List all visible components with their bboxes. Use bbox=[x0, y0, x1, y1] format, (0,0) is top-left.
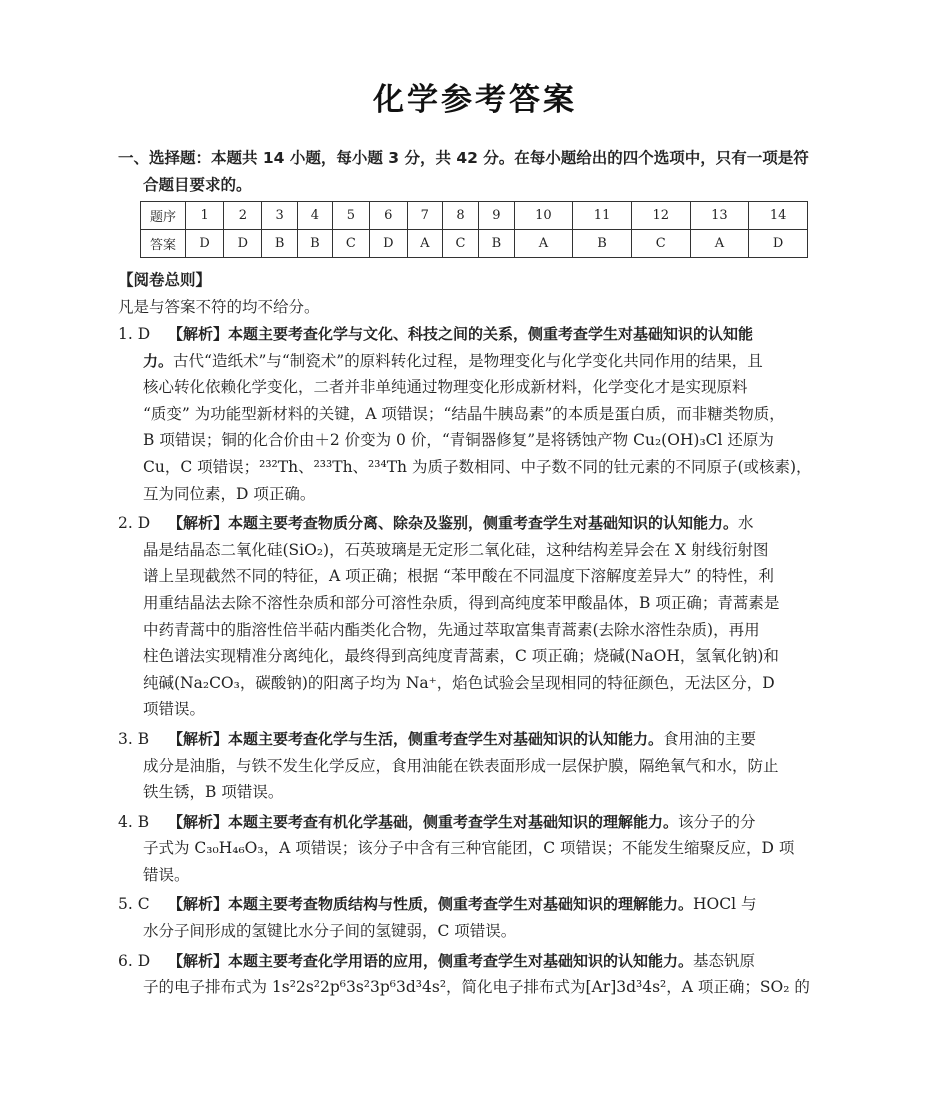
analysis-text: 谱上呈现截然不同的特征，A 项正确；根据 “苯甲酸在不同温度下溶解度差异大” 的特性，利 bbox=[143, 567, 774, 586]
item-number: 5. C bbox=[118, 895, 150, 914]
analysis-heading: 【解析】本题主要考查物质结构与性质，侧重考查学生对基础知识的理解能力。 bbox=[168, 895, 694, 914]
question-number-cell: 13 bbox=[690, 202, 749, 230]
answer-cell: C bbox=[442, 230, 479, 258]
analysis-text: 互为同位素，D 项正确。 bbox=[143, 484, 316, 503]
text-line bbox=[118, 891, 833, 918]
analysis-heading: 【解析】本题主要考查化学用语的应用，侧重考查学生对基础知识的认知能力。 bbox=[168, 951, 694, 970]
question-number-cell: 12 bbox=[631, 202, 690, 230]
answer-table bbox=[140, 201, 808, 258]
answer-cell: C bbox=[631, 230, 690, 258]
question-number-cell: 6 bbox=[369, 202, 407, 230]
question-number-cell: 3 bbox=[262, 202, 297, 230]
answer-item bbox=[118, 948, 833, 1001]
analysis-text: “质变” 为功能型新材料的关键，A 项错误；“结晶牛胰岛素”的本质是蛋白质，而非糖类物质， bbox=[143, 404, 785, 423]
text-line bbox=[118, 948, 833, 975]
answer-cell: D bbox=[224, 230, 262, 258]
answer-cell: D bbox=[186, 230, 224, 258]
analysis-text: 该分子的分 bbox=[678, 812, 756, 831]
answer-cell: D bbox=[749, 230, 808, 258]
answer-item bbox=[118, 809, 833, 889]
answer-cell: A bbox=[407, 230, 442, 258]
text-line bbox=[118, 427, 833, 454]
item-number: 6. D bbox=[118, 951, 151, 970]
text-line bbox=[118, 862, 833, 889]
analysis-heading: 【解析】本题主要考查物质分离、除杂及鉴别，侧重考查学生对基础知识的认知能力。 bbox=[168, 514, 739, 533]
text-line bbox=[118, 321, 833, 348]
answer-cell: B bbox=[479, 230, 514, 258]
question-number-cell: 8 bbox=[442, 202, 479, 230]
analysis-text: 水分子间形成的氢键比水分子间的氢键弱，C 项错误。 bbox=[143, 922, 517, 941]
text-line bbox=[118, 537, 833, 564]
section-heading bbox=[118, 145, 838, 199]
item-number: 4. B bbox=[118, 812, 150, 831]
analysis-heading: 【解析】本题主要考查化学与文化、科技之间的关系，侧重考查学生对基础知识的认知能 bbox=[168, 325, 754, 343]
answer-cell: B bbox=[297, 230, 332, 258]
analysis-text: 子式为 C₃₀H₄₆O₃，A 项错误；该分子中含有三种官能团，C 项错误；不能发生缩聚反应，D 项 bbox=[143, 839, 795, 858]
question-number-cell: 1 bbox=[186, 202, 224, 230]
text-line bbox=[118, 348, 833, 375]
text-line bbox=[118, 974, 833, 1001]
question-number-cell: 2 bbox=[224, 202, 262, 230]
text-line bbox=[118, 401, 833, 428]
section-heading-line1: 一、选择题：本题共 14 小题，每小题 3 分，共 42 分。在每小题给出的四个选项中，只有一项是符 bbox=[118, 149, 809, 167]
text-line bbox=[118, 374, 833, 401]
analysis-text: 纯碱(Na₂CO₃，碳酸钠)的阳离子均为 Na⁺，焰色试验会呈现相同的特征颜色，无法区分，D bbox=[143, 673, 775, 692]
analysis-text: 铁生锈，B 项错误。 bbox=[143, 783, 284, 802]
answer-explanations bbox=[118, 321, 833, 1004]
item-number: 3. B bbox=[118, 729, 150, 748]
table-row-numbers bbox=[141, 202, 808, 230]
rules-heading: 【阅卷总则】 bbox=[118, 271, 212, 289]
table-row-answers bbox=[141, 230, 808, 258]
analysis-text: 核心转化依赖化学变化，二者并非单纯通过物理变化形成新材料，化学变化才是实现原料 bbox=[143, 378, 748, 397]
question-number-cell: 11 bbox=[573, 202, 632, 230]
text-line bbox=[118, 454, 833, 481]
analysis-text: 中药青蒿中的脂溶性倍半萜内酯类化合物，先通过萃取富集青蒿素(去除水溶性杂质)，再用 bbox=[143, 620, 760, 639]
analysis-text: 晶是结晶态二氧化硅(SiO₂)，石英玻璃是无定形二氧化硅，这种结构差异会在 X 射线衍射图 bbox=[143, 540, 769, 559]
analysis-text: 基态钒原 bbox=[693, 951, 756, 970]
text-line bbox=[118, 563, 833, 590]
text-line bbox=[118, 617, 833, 644]
analysis-text: 古代“造纸术”与“制瓷术”的原料转化过程，是物理变化与化学变化共同作用的结果，且 bbox=[173, 351, 763, 370]
analysis-text: 食用油的主要 bbox=[663, 729, 757, 748]
analysis-text: 水 bbox=[738, 514, 754, 533]
answer-cell: B bbox=[573, 230, 632, 258]
question-number-cell: 4 bbox=[297, 202, 332, 230]
answer-item bbox=[118, 321, 833, 507]
analysis-text: 错误。 bbox=[143, 865, 190, 884]
text-line bbox=[118, 809, 833, 836]
answer-cell: D bbox=[369, 230, 407, 258]
question-number-cell: 14 bbox=[749, 202, 808, 230]
text-line bbox=[118, 779, 833, 806]
answer-item bbox=[118, 891, 833, 944]
text-line bbox=[118, 835, 833, 862]
answer-cell: A bbox=[514, 230, 573, 258]
text-line bbox=[118, 753, 833, 780]
analysis-text: Cu，C 项错误；²³²Th、²³³Th、²³⁴Th 为质子数相同、中子数不同的钍元素的不同原子(或核素)， bbox=[143, 457, 812, 476]
item-number: 2. D bbox=[118, 514, 151, 533]
rules-text: 凡是与答案不符的均不给分。 bbox=[118, 298, 320, 316]
question-number-cell: 9 bbox=[479, 202, 514, 230]
page-title: 化学参考答案 bbox=[373, 82, 577, 118]
row-header: 答案 bbox=[141, 230, 186, 258]
item-number: 1. D bbox=[118, 325, 151, 343]
question-number-cell: 7 bbox=[407, 202, 442, 230]
row-header: 题序 bbox=[141, 202, 186, 230]
question-number-cell: 5 bbox=[333, 202, 370, 230]
analysis-text: 子的电子排布式为 1s²2s²2p⁶3s²3p⁶3d³4s²，简化电子排布式为[Ar]3d³4s²，A 项正确；SO₂ 的 bbox=[143, 978, 810, 997]
analysis-heading: 【解析】本题主要考查化学与生活，侧重考查学生对基础知识的认知能力。 bbox=[168, 729, 664, 748]
analysis-text: B 项错误；铜的化合价由＋2 价变为 0 价，“青铜器修复”是将锈蚀产物 Cu₂(OH)₃Cl 还原为 bbox=[143, 431, 774, 450]
answer-cell: C bbox=[333, 230, 370, 258]
analysis-heading: 【解析】本题主要考查有机化学基础，侧重考查学生对基础知识的理解能力。 bbox=[168, 812, 679, 831]
text-line bbox=[118, 481, 833, 508]
answer-cell: B bbox=[262, 230, 297, 258]
answer-item bbox=[118, 726, 833, 806]
section-heading-line2: 合题目要求的。 bbox=[143, 176, 252, 194]
analysis-heading: 力。 bbox=[143, 351, 174, 370]
text-line bbox=[118, 670, 833, 697]
analysis-text: HOCl 与 bbox=[693, 895, 757, 914]
answer-item bbox=[118, 510, 833, 723]
text-line bbox=[118, 918, 833, 945]
analysis-text: 成分是油脂，与铁不发生化学反应，食用油能在铁表面形成一层保护膜，隔绝氧气和水，防止 bbox=[143, 756, 779, 775]
question-number-cell: 10 bbox=[514, 202, 573, 230]
analysis-text: 用重结晶法去除不溶性杂质和部分可溶性杂质，得到高纯度苯甲酸晶体，B 项正确；青蒿素是 bbox=[143, 593, 780, 612]
text-line bbox=[118, 726, 833, 753]
text-line bbox=[118, 643, 833, 670]
text-line bbox=[118, 590, 833, 617]
text-line bbox=[118, 510, 833, 537]
analysis-text: 柱色谱法实现精准分离纯化，最终得到高纯度青蒿素，C 项正确；烧碱(NaOH，氢氧化钠)和 bbox=[143, 647, 779, 666]
analysis-text: 项错误。 bbox=[143, 700, 206, 719]
text-line bbox=[118, 696, 833, 723]
answer-cell: A bbox=[690, 230, 749, 258]
